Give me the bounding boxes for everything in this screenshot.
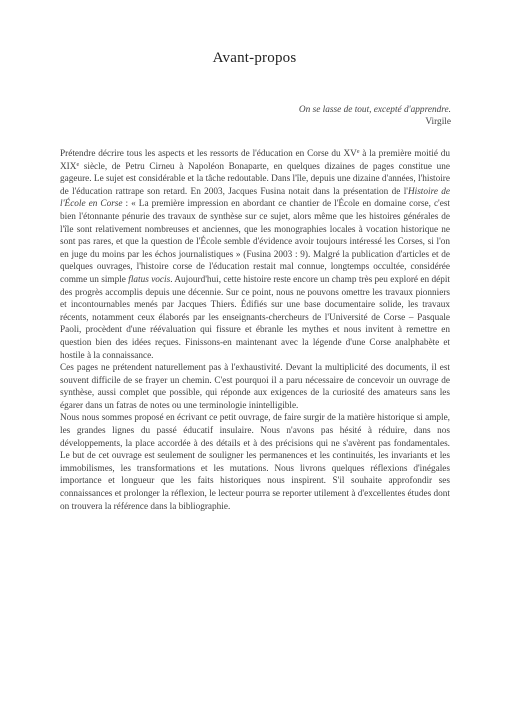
p1-text-b: à la première moitié du XIX (60, 149, 450, 172)
epigraph (299, 104, 451, 128)
p1-text-d: : « La première impression en abordant ce chantier de l'École en domaine corse, c'est bien l'étonnante pénurie des travaux de synthèse sur ce sujet, alors même que les histoires générales de l'île sont relativement nombreuses et anciennes, que les monographies locales à vocation historique ne sont pas rares, et que la question de l'École semble d'évidence avoir toujours intéressé les Corses, si l'on en juge du moins par les échos journalistiques » (Fusina 2003 : 9). Malgré la publication d'articles et de quelques ouvrages, l'histoire corse de l'éducation restait mal connue, longtemps occultée, considérée comme un simple (60, 199, 450, 285)
p1-text-c: siècle, de Petru Cirneu à Napoléon Bonaparte, en quelques dizaines de pages constitue une gageure. Le sujet est considérable et la tâche redoutable. Dans l'île, depuis une dizaine d'années, l'histoire de l'éducation rattrape son retard. En 2003, Jacques Fusina notait dans la présentation de l' (60, 161, 450, 197)
body-text (60, 148, 450, 513)
p1-book-title: Histoire de l'École en Corse (60, 186, 450, 210)
paragraph-2: Ces pages ne prétendent naturellement pas à l'exhaustivité. Devant la multiplicité des documents, il est souvent difficile de se frayer un chemin. C'est pourquoi il a paru nécessaire de concevoir un ouvrage de synthèse, aussi complet que possible, qui réponde aux exigences de la curiosité des amateurs sans les égarer dans un fatras de notes ou une terminologie inintelligible. (60, 363, 450, 411)
p1-sup-2: e (76, 161, 80, 168)
epigraph-author: Virgile (425, 117, 451, 127)
paragraph-3: Nous nous sommes proposé en écrivant ce petit ouvrage, de faire surgir de la matière historique si ample, les grandes lignes du passé éducatif insulaire. Nous n'avons pas hésité à réduire, dans nos développements, la place accordée à des détails et à des précisions qui ne s'avèrent pas fondamentales. Le but de cet ouvrage est seulement de souligner les permanences et les continuités, les invariants et les immobilismes, les transformations et les mutations. Nous livrons quelques réflexions d'inégales importance et longueur que les faits historiques nous inspirent. S'il souhaite approfondir ses connaissances et prolonger la réflexion, le lecteur pourra se reporter utilement à d'excellentes études dont on trouvera la référence dans la bibliographie. (60, 413, 450, 512)
paragraph-1 (60, 148, 450, 362)
p1-text-e: . Aujourd'hui, cette histoire reste encore un champ très peu exploré en dépit des progrès accomplis depuis une décennie. Sur ce point, nous ne pouvons omettre les travaux pionniers et incontournables menés par Jacques Thiers. Édifiés sur une base documentaire solide, les travaux récents, notamment ceux élaborés par les enseignants-chercheurs de l'Université de Corse – Pasquale Paoli, procèdent d'une réévaluation qui fissure et ébranle les mythes et nous invitent à remettre en question bien des idées reçues. Finissons-en maintenant avec la légende d'une Corse analphabète et hostile à la connaissance. (60, 274, 450, 361)
p1-sup-1: e (356, 149, 360, 155)
epigraph-quote: On se lasse de tout, excepté d'apprendre. (298, 105, 451, 115)
page-title: Avant-propos (212, 50, 297, 66)
p1-text-a: Prétendre décrire tous les aspects et les ressorts de l'éducation en Corse du XV (60, 149, 357, 159)
p1-latin-phrase: flatus vocis (128, 274, 171, 285)
